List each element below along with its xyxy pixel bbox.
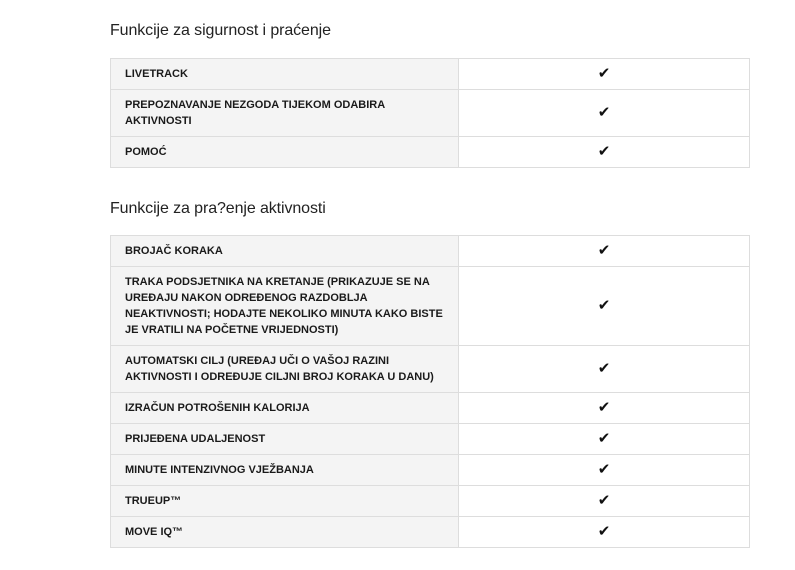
table-row xyxy=(111,517,750,548)
table-row xyxy=(111,90,750,137)
table-row xyxy=(111,455,750,486)
feature-label: LIVETRACK xyxy=(111,59,459,90)
feature-label: AUTOMATSKI CILJ (UREĐAJ UČI O VAŠOJ RAZINI AKTIVNOSTI I ODREĐUJE CILJNI BROJ KORAKA U DANU) xyxy=(111,346,459,393)
feature-label: TRUEUP™ xyxy=(111,486,459,517)
feature-label: MOVE IQ™ xyxy=(111,517,459,548)
table-row xyxy=(111,137,750,168)
checkmark-icon: ✔ xyxy=(597,429,611,447)
checkmark-icon: ✔ xyxy=(597,64,611,82)
feature-table xyxy=(110,235,750,548)
table-row xyxy=(111,424,750,455)
checkmark-icon: ✔ xyxy=(597,522,611,540)
feature-label: TRAKA PODSJETNIKA NA KRETANJE (PRIKAZUJE SE NA UREĐAJU NAKON ODREĐENOG RAZDOBLJA NEAKTIVNOSTI; HODAJTE NEKOLIKO MINUTA KAKO BISTE JE VRATILI NA POČETNE VRIJEDNOSTI) xyxy=(111,267,459,346)
table-row xyxy=(111,346,750,393)
feature-label: BROJAČ KORAKA xyxy=(111,236,459,267)
checkmark-icon: ✔ xyxy=(597,359,611,377)
table-row xyxy=(111,236,750,267)
checkmark-icon: ✔ xyxy=(597,142,611,160)
feature-table xyxy=(110,58,750,168)
checkmark-icon: ✔ xyxy=(597,460,611,478)
table-row xyxy=(111,59,750,90)
section-activity-tracking xyxy=(110,199,750,548)
checkmark-icon: ✔ xyxy=(597,296,611,314)
feature-label: MINUTE INTENZIVNOG VJEŽBANJA xyxy=(111,455,459,486)
table-row xyxy=(111,393,750,424)
checkmark-icon: ✔ xyxy=(597,241,611,259)
table-row xyxy=(111,486,750,517)
feature-label: POMOĆ xyxy=(111,137,459,168)
table-row xyxy=(111,267,750,346)
checkmark-icon: ✔ xyxy=(597,398,611,416)
feature-label: PRIJEĐENA UDALJENOST xyxy=(111,424,459,455)
section-title: Funkcije za pra?enje aktivnosti xyxy=(110,200,326,217)
checkmark-icon: ✔ xyxy=(597,103,611,121)
section-title: Funkcije za sigurnost i praćenje xyxy=(110,22,331,39)
section-safety-tracking xyxy=(110,21,750,168)
feature-label: PREPOZNAVANJE NEZGODA TIJEKOM ODABIRA AKTIVNOSTI xyxy=(111,90,459,137)
feature-label: IZRAČUN POTROŠENIH KALORIJA xyxy=(111,393,459,424)
checkmark-icon: ✔ xyxy=(597,491,611,509)
